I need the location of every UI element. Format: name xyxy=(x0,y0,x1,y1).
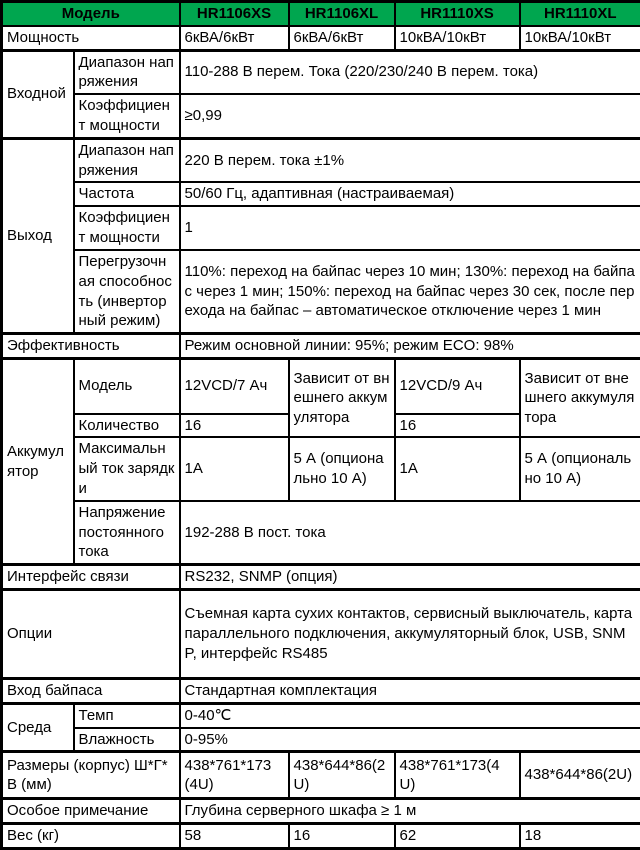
power-value-3: 10кВА/10кВт xyxy=(395,26,520,50)
dimensions-value-3: 438*761*173(4U) xyxy=(395,752,520,799)
battery-group-label: Аккумулятор xyxy=(2,359,74,565)
special-note-value: Глубина серверного шкафа ≥ 1 м xyxy=(180,799,640,824)
input-power-factor-label: Коэффициент мощности xyxy=(74,94,180,138)
weight-value-1: 58 xyxy=(180,824,289,849)
dimensions-value-4: 438*644*86(2U) xyxy=(520,752,640,799)
header-cell-model-1: HR1106XS xyxy=(180,2,289,26)
battery-model-value-3: 12VCD/9 Ач xyxy=(395,359,520,414)
environment-humidity-value: 0-95% xyxy=(180,728,640,752)
battery-charge-current-value-3: 1А xyxy=(395,437,520,500)
output-frequency-row xyxy=(2,182,640,206)
header-cell-model-3: HR1110XS xyxy=(395,2,520,26)
environment-temp-value: 0-40℃ xyxy=(180,703,640,727)
bypass-value: Стандартная комплектация xyxy=(180,678,640,703)
efficiency-row xyxy=(2,334,640,359)
efficiency-label: Эффективность xyxy=(2,334,180,359)
weight-label: Вес (кг) xyxy=(2,824,180,849)
weight-value-4: 18 xyxy=(520,824,640,849)
battery-quantity-label: Количество xyxy=(74,414,180,438)
output-overload-label: Перегрузочная способность (инверторный режим) xyxy=(74,250,180,334)
output-voltage-row xyxy=(2,138,640,182)
dimensions-value-1: 438*761*173(4U) xyxy=(180,752,289,799)
input-voltage-row xyxy=(2,50,640,94)
output-voltage-label: Диапазон напряжения xyxy=(74,138,180,182)
power-value-2: 6кВА/6кВт xyxy=(289,26,395,50)
header-cell-model-4: HR1110XL xyxy=(520,2,640,26)
battery-charge-current-value-2: 5 А (опционально 10 А) xyxy=(289,437,395,500)
environment-temp-row xyxy=(2,703,640,727)
output-power-factor-label: Коэффициент мощности xyxy=(74,206,180,250)
options-value: Съемная карта сухих контактов, сервисный выключатель, карта параллельного подключения, аккумуляторный блок, USB, SNMP, интерфейс RS485 xyxy=(180,589,640,678)
battery-charge-current-row xyxy=(2,437,640,500)
battery-model-label: Модель xyxy=(74,359,180,414)
weight-value-2: 16 xyxy=(289,824,395,849)
interface-label: Интерфейс связи xyxy=(2,565,180,590)
power-row-label: Мощность xyxy=(2,26,180,50)
battery-dc-voltage-label: Напряжение постоянного тока xyxy=(74,501,180,565)
battery-charge-current-label: Максимальный ток зарядки xyxy=(74,437,180,500)
input-power-factor-row xyxy=(2,94,640,138)
battery-quantity-value-3: 16 xyxy=(395,414,520,438)
dimensions-row xyxy=(2,752,640,799)
power-value-1: 6кВА/6кВт xyxy=(180,26,289,50)
output-overload-value: 110%: переход на байпас через 10 мин; 130%: переход на байпас через 1 мин; 150%: переход на байпас через 30 сек, после перехода на байпас – автоматическое отключение через 1 мин xyxy=(180,250,640,334)
power-row xyxy=(2,26,640,50)
environment-temp-label: Темп xyxy=(74,703,180,727)
weight-value-3: 62 xyxy=(395,824,520,849)
output-frequency-value: 50/60 Гц, адаптивная (настраиваемая) xyxy=(180,182,640,206)
power-value-4: 10кВА/10кВт xyxy=(520,26,640,50)
environment-humidity-row xyxy=(2,728,640,752)
battery-dc-voltage-row xyxy=(2,501,640,565)
battery-quantity-value-1: 16 xyxy=(180,414,289,438)
options-label: Опции xyxy=(2,589,180,678)
special-note-label: Особое примечание xyxy=(2,799,180,824)
output-power-factor-row xyxy=(2,206,640,250)
battery-charge-current-value-4: 5 А (опционально 10 А) xyxy=(520,437,640,500)
battery-model-value-1: 12VCD/7 Ач xyxy=(180,359,289,414)
output-group-label: Выход xyxy=(2,138,74,333)
environment-humidity-label: Влажность xyxy=(74,728,180,752)
battery-model-value-4: Зависит от внешнего аккумулятора xyxy=(520,359,640,438)
header-cell-model-2: HR1106XL xyxy=(289,2,395,26)
output-frequency-label: Частота xyxy=(74,182,180,206)
input-voltage-value: 110-288 В перем. Тока (220/230/240 В перем. тока) xyxy=(180,50,640,94)
output-overload-row xyxy=(2,250,640,334)
output-power-factor-value: 1 xyxy=(180,206,640,250)
input-voltage-label: Диапазон напряжения xyxy=(74,50,180,94)
efficiency-value: Режим основной линии: 95%; режим ECO: 98% xyxy=(180,334,640,359)
dimensions-label: Размеры (корпус) Ш*Г*В (мм) xyxy=(2,752,180,799)
input-power-factor-value: ≥0,99 xyxy=(180,94,640,138)
battery-charge-current-value-1: 1А xyxy=(180,437,289,500)
header-cell-model-label: Модель xyxy=(2,2,180,26)
header-row xyxy=(2,2,640,26)
special-note-row xyxy=(2,799,640,824)
weight-row xyxy=(2,824,640,849)
battery-dc-voltage-value: 192-288 В пост. тока xyxy=(180,501,640,565)
battery-model-row xyxy=(2,359,640,414)
input-group-label: Входной xyxy=(2,50,74,138)
output-voltage-value: 220 В перем. тока ±1% xyxy=(180,138,640,182)
bypass-label: Вход байпаса xyxy=(2,678,180,703)
dimensions-value-2: 438*644*86(2U) xyxy=(289,752,395,799)
interface-value: RS232, SNMP (опция) xyxy=(180,565,640,590)
battery-model-value-2: Зависит от внешнего аккумулятора xyxy=(289,359,395,438)
interface-row xyxy=(2,565,640,590)
environment-group-label: Среда xyxy=(2,703,74,752)
bypass-row xyxy=(2,678,640,703)
options-row xyxy=(2,589,640,678)
